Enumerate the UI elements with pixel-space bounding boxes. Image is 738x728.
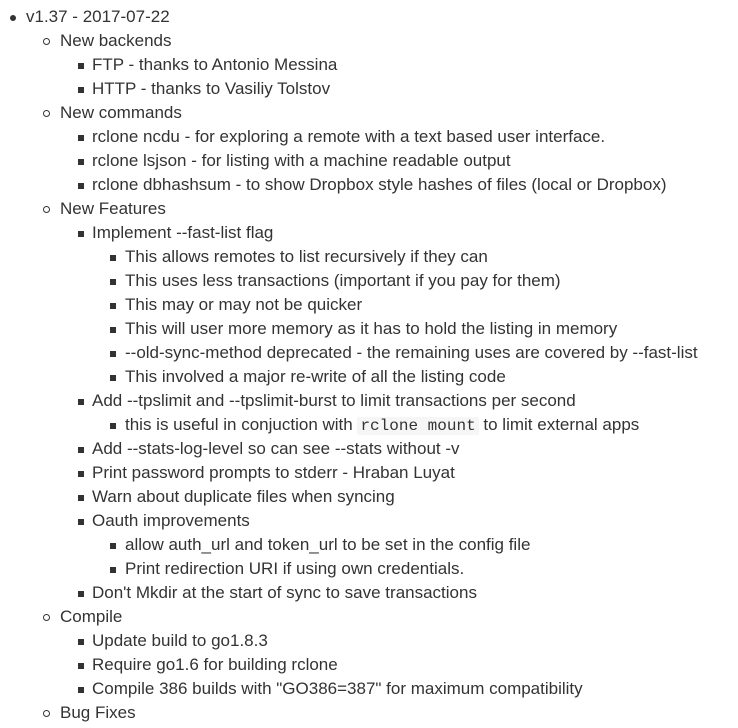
list-item	[0, 509, 738, 533]
list-item	[0, 365, 738, 389]
list-item	[0, 533, 738, 557]
list-item-text	[60, 605, 122, 629]
list-item-text	[60, 197, 166, 221]
list-item-label: rclone lsjson - for listing with a machine readable output	[92, 151, 511, 170]
list-item	[0, 221, 738, 245]
circle-bullet-icon	[38, 701, 56, 725]
list-item-text	[60, 29, 172, 53]
list-item-text	[92, 53, 337, 77]
square-bullet-icon	[72, 485, 90, 509]
square-bullet-icon	[104, 341, 122, 365]
list-item-text	[92, 437, 460, 461]
square-bullet-icon	[104, 245, 122, 269]
list-item-text	[60, 101, 182, 125]
square-bullet-icon	[104, 269, 122, 293]
list-item	[0, 29, 738, 53]
square-bullet-icon	[72, 461, 90, 485]
circle-bullet-icon	[38, 101, 56, 125]
circle-bullet-icon	[38, 605, 56, 629]
list-item-label: Oauth improvements	[92, 511, 250, 530]
list-item-label: Print redirection URI if using own credentials.	[125, 559, 465, 578]
list-item-label: Require go1.6 for building rclone	[92, 655, 338, 674]
list-item	[0, 437, 738, 461]
list-item-label: Print password prompts to stderr - Hraban Luyat	[92, 463, 455, 482]
list-item-text	[125, 557, 464, 581]
list-item-label: this is useful in conjuction with	[125, 415, 358, 434]
list-item-text	[125, 269, 561, 293]
list-item	[0, 125, 738, 149]
square-bullet-icon	[104, 557, 122, 581]
square-bullet-icon	[72, 77, 90, 101]
list-item	[0, 701, 738, 725]
list-item-text	[92, 653, 338, 677]
list-item	[0, 293, 738, 317]
list-item-label: Bug Fixes	[60, 703, 136, 722]
list-item-label: This involved a major re-write of all the listing code	[125, 367, 506, 386]
square-bullet-icon	[72, 509, 90, 533]
list-item	[0, 5, 738, 29]
inline-code: rclone mount	[357, 417, 478, 435]
list-item-label: This may or may not be quicker	[125, 295, 363, 314]
list-item	[0, 197, 738, 221]
list-item	[0, 101, 738, 125]
list-item-text	[125, 245, 488, 269]
list-item	[0, 485, 738, 509]
list-item-text	[125, 341, 698, 365]
list-item	[0, 413, 738, 437]
list-item-text	[92, 581, 477, 605]
list-item-label: --old-sync-method deprecated - the remaining uses are covered by --fast-list	[125, 343, 698, 362]
list-item	[0, 341, 738, 365]
list-item-text	[92, 677, 583, 701]
square-bullet-icon	[72, 437, 90, 461]
list-item	[0, 653, 738, 677]
list-item-label: Warn about duplicate files when syncing	[92, 487, 395, 506]
square-bullet-icon	[72, 125, 90, 149]
list-item	[0, 389, 738, 413]
list-item	[0, 173, 738, 197]
list-item-label-suffix: to limit external apps	[478, 415, 640, 434]
square-bullet-icon	[72, 389, 90, 413]
list-item	[0, 317, 738, 341]
list-item-label: Don't Mkdir at the start of sync to save transactions	[92, 583, 477, 602]
square-bullet-icon	[72, 221, 90, 245]
list-item-label: This uses less transactions (important if you pay for them)	[125, 271, 561, 290]
list-item	[0, 605, 738, 629]
square-bullet-icon	[72, 149, 90, 173]
square-bullet-icon	[72, 581, 90, 605]
list-item-text	[125, 533, 530, 557]
list-item-text	[92, 173, 667, 197]
list-item-text	[92, 509, 250, 533]
list-item	[0, 77, 738, 101]
list-item-text	[92, 149, 511, 173]
square-bullet-icon	[72, 629, 90, 653]
list-item-label: This allows remotes to list recursively if they can	[125, 247, 488, 266]
list-item-text	[92, 125, 605, 149]
list-item-label: FTP - thanks to Antonio Messina	[92, 55, 338, 74]
list-item-label: Compile 386 builds with "GO386=387" for maximum compatibility	[92, 679, 583, 698]
list-item-label: New Features	[60, 199, 166, 218]
list-item-label: New backends	[60, 31, 172, 50]
square-bullet-icon	[72, 53, 90, 77]
list-item	[0, 461, 738, 485]
list-item-text	[92, 389, 576, 413]
list-item	[0, 629, 738, 653]
list-item-label: Update build to go1.8.3	[92, 631, 268, 650]
list-item-label: rclone dbhashsum - to show Dropbox style hashes of files (local or Dropbox)	[92, 175, 667, 194]
list-item-text	[125, 413, 639, 438]
list-item-label: Implement --fast-list flag	[92, 223, 274, 242]
list-item	[0, 557, 738, 581]
square-bullet-icon	[104, 317, 122, 341]
list-item-label: New commands	[60, 103, 182, 122]
list-item-label: allow auth_url and token_url to be set in the config file	[125, 535, 531, 554]
list-item-label: HTTP - thanks to Vasiliy Tolstov	[92, 79, 331, 98]
list-item	[0, 581, 738, 605]
list-item-text	[92, 485, 395, 509]
square-bullet-icon	[104, 533, 122, 557]
list-item-text	[26, 5, 170, 29]
list-item	[0, 269, 738, 293]
circle-bullet-icon	[38, 29, 56, 53]
list-item-label: v1.37 - 2017-07-22	[26, 7, 170, 26]
list-item-text	[60, 701, 136, 725]
list-item-text	[92, 77, 330, 101]
list-item-label: rclone ncdu - for exploring a remote with a text based user interface.	[92, 127, 606, 146]
list-item-label: This will user more memory as it has to hold the listing in memory	[125, 319, 618, 338]
list-item-label: Add --tpslimit and --tpslimit-burst to limit transactions per second	[92, 391, 576, 410]
list-item	[0, 149, 738, 173]
list-item	[0, 245, 738, 269]
square-bullet-icon	[104, 413, 122, 437]
circle-bullet-icon	[38, 197, 56, 221]
square-bullet-icon	[72, 677, 90, 701]
list-item-label: Add --stats-log-level so can see --stats without -v	[92, 439, 460, 458]
square-bullet-icon	[72, 173, 90, 197]
list-item-text	[92, 221, 273, 245]
list-item	[0, 677, 738, 701]
square-bullet-icon	[104, 365, 122, 389]
list-item-text	[125, 365, 506, 389]
list-item-text	[125, 317, 617, 341]
square-bullet-icon	[104, 293, 122, 317]
disc-bullet-icon	[4, 5, 22, 29]
square-bullet-icon	[72, 653, 90, 677]
list-item-text	[92, 461, 455, 485]
list-item-text	[125, 293, 362, 317]
list-item-text	[92, 629, 268, 653]
list-item-label: Compile	[60, 607, 123, 626]
list-item	[0, 53, 738, 77]
